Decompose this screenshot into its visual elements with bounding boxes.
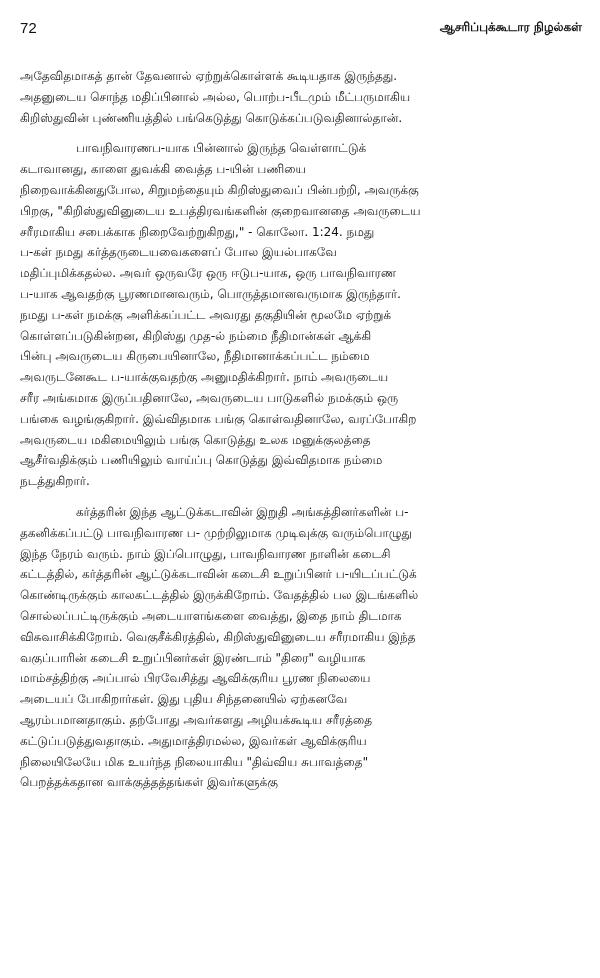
- paragraph-1: [20, 66, 581, 128]
- text-line: கர்த்தரின் இந்த ஆட்டுக்கடாவின் இறுதி அங்கத்தினர்களின் ப-: [76, 504, 409, 519]
- text-line: ஆரம்பமானதாகும். தற்போது அவர்களது அழியக்கூடிய சரீரத்தை: [20, 712, 373, 727]
- page-header: [20, 20, 582, 44]
- text-line: அதனுடைய சொந்த மதிப்பினால் அல்ல, பொற்ப-பீடமும் மீட்பருமாகிய: [20, 89, 411, 104]
- text-line: ப-யாக ஆவதற்கு பூரணமானவரும், பொருத்தமானவருமாக இருந்தார்.: [20, 286, 401, 301]
- text-line: கட்டுப்படுத்துவதாகும். அதுமாத்திரமல்ல, இவர்கள் ஆவிக்குரிய: [20, 733, 367, 748]
- text-line: அவருடைய மகிமையிலும் பங்கு கொடுத்து உலக மனுக்குலத்தை: [20, 432, 371, 447]
- text-line: பாவநிவாரணப-யாக பின்னால் இருந்த வெள்ளாட்டுக்: [76, 141, 367, 156]
- text-line: அவருடனேகூட ப-யாக்குவதற்கு அனுமதிக்கிறார். நாம் அவருடைய: [20, 370, 389, 385]
- text-line: பிறகு, "கிறிஸ்துவினுடைய உபத்திரவங்களின் குறைவானதை அவருடைய: [20, 203, 421, 218]
- paragraph-3: [20, 502, 581, 793]
- text-line: இந்த நேரம் வரும். நாம் இப்பொழுது, பாவநிவாரண நாளின் கடைசி: [20, 546, 391, 561]
- text-line: ப-கள் நமது கர்த்தருடையவைகளைப் போல இயல்பாகவே: [20, 245, 337, 260]
- text-line: கொண்டிருக்கும் காலகட்டத்தில் இருக்கிறோம். வேதத்தில் பல இடங்களில்: [20, 588, 419, 603]
- text-line: விசுவாசிக்கிறோம். வெகுசீக்கிரத்தில், கிறிஸ்துவினுடைய சரீரமாகிய இந்த: [20, 629, 416, 644]
- body-text: [20, 66, 581, 793]
- paragraph-2: [20, 138, 581, 492]
- text-line: பின்பு அவருடைய கிருபையினாலே, நீதிமானாக்கப்பட்ட நம்மை: [20, 349, 370, 364]
- page-number: 72: [20, 20, 37, 37]
- text-line: வகுப்பாரின் கடைசி உறுப்பினர்கள் இரண்டாம் "திரை" வழியாக: [20, 650, 366, 665]
- text-line: கடாவானது, காளை துவக்கி வைத்த ப-யின் பணியை: [20, 162, 306, 177]
- text-line: மதிப்புமிக்கதல்ல. அவர் ஒருவரே ஒரு ஈடுப-யாக, ஒரு பாவநிவாரண: [20, 266, 397, 281]
- text-line: கிறிஸ்துவின் புண்ணியத்தில் பங்கெடுத்து கொடுக்கப்படுவதினால்தான்.: [20, 110, 403, 125]
- text-line: பெறத்தக்கதான வாக்குத்தத்தங்கள் இவர்களுக்கு: [20, 775, 278, 790]
- text-line: கொள்ளப்படுகின்றன, கிறிஸ்து முத-ல் நம்மை நீதிமான்கள் ஆக்கி: [20, 328, 372, 343]
- text-line: சரீர அங்கமாக இருப்பதினாலே, அவருடைய பாடுகளில் நமக்கும் ஒரு: [20, 390, 399, 405]
- text-line: சொல்லப்பட்டிருக்கும் அடையாளங்களை வைத்து, இதை நாம் திடமாக: [20, 608, 402, 623]
- text-line: நமது ப-கள் நமக்கு அளிக்கப்பட்ட அவரது தகுதியின் மூலமே ஏற்றுக்: [20, 307, 392, 322]
- text-line: கட்டத்தில், கர்த்தரின் ஆட்டுக்கடாவின் கடைசி உறுப்பினர் ப-யிடப்பட்டுக்: [20, 567, 417, 582]
- text-line: நிறைவாக்கினதுபோல, சிறுமந்தையும் கிறிஸ்துவைப் பின்பற்றி, அவருக்கு: [20, 182, 419, 197]
- text-line: பங்கை வழங்குகிறார். இவ்விதமாக பங்கு கொள்வதினாலே, வரப்போகிற: [20, 411, 417, 426]
- text-line: நிலையிலேயே மிக உயர்ந்த நிலையாகிய "திவ்விய சுபாவத்தை": [20, 754, 369, 769]
- text-line: நடத்துகிறார்.: [20, 474, 90, 489]
- text-line: சரீரமாகிய சபைக்காக நிறைவேற்றுகிறது," - கொலோ. 1:24. நமது: [20, 224, 375, 239]
- text-line: மாம்சத்திற்கு அப்பால் பிரவேசித்து ஆவிக்குரிய பூரண நிலையை: [20, 671, 371, 686]
- running-title: ஆசரிப்புக்கூடார நிழல்கள்: [439, 20, 582, 34]
- text-line: அதேவிதமாகத் தான் தேவனால் ஏற்றுக்கொள்ளக் கூடியதாக இருந்தது.: [20, 69, 398, 83]
- text-line: அடையப் போகிறார்கள். இது புதிய சிந்தனையில் ஏற்கனவே: [20, 692, 348, 707]
- text-line: ஆசீர்வதிக்கும் பணியிலும் வாய்ப்பு கொடுத்து இவ்விதமாக நம்மை: [20, 453, 383, 468]
- text-line: தகனிக்கப்பட்டு பாவநிவாரண ப- முற்றிலுமாக முடிவுக்கு வரும்பொழுது: [20, 525, 412, 540]
